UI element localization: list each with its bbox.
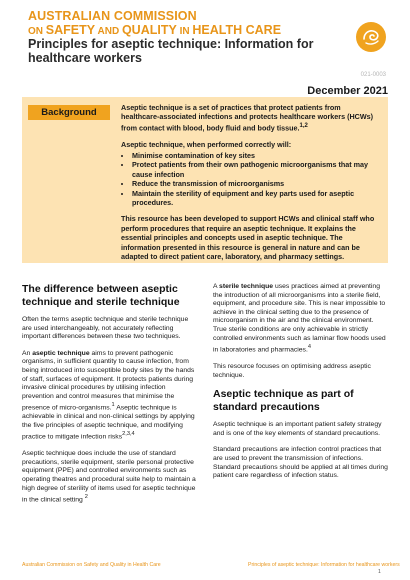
background-closing: This resource has been developed to support HCWs and clinical staff who perform procedures that require an aseptic technique. It explains the essential principles and concepts used in aseptic technique. The information presented in this resource is general in nature and can be adapted to direct patient care, laboratory, and pharmacy settings. <box>121 214 375 262</box>
background-list-lead: Aseptic technique, when performed correctly will: <box>121 139 292 149</box>
citation: 2 <box>84 494 88 501</box>
paragraph: Aseptic technique is an important patient safety strategy and is one of the key elements of standard precautions. <box>213 421 382 437</box>
background-content <box>121 103 379 268</box>
paragraph: Standard precautions are infection control practices that are used to prevent the transmission of infections. Standard precautions should be applied at all times during patient care regardless of infection status. <box>213 446 388 480</box>
background-bullets <box>121 151 379 207</box>
paragraph: This resource focuses on optimising address aseptic technique. <box>213 363 371 379</box>
citation: 1,2 <box>299 122 308 129</box>
background-intro-text: Aseptic technique is a set of practices that protect patients from healthcare-associated infections and protects healthcare workers (HCWs) from contact with blood, body fluid and body tissue. <box>121 103 374 133</box>
document-header <box>0 0 410 82</box>
brand-name-line1: AUSTRALIAN COMMISSION <box>28 9 197 23</box>
brand-on: ON <box>28 26 46 37</box>
background-intro <box>121 103 379 133</box>
document-code: 021-0003 <box>360 72 386 78</box>
text: A <box>213 283 220 290</box>
paragraph: Often the terms aseptic technique and sterile technique are used interchangeably, not accurately reflecting important differences between these two techniques. <box>22 316 189 341</box>
page-number: 1 <box>378 569 381 575</box>
commission-logo-icon <box>356 22 386 52</box>
bold-term: aseptic technique <box>32 349 90 357</box>
section-heading-standard-precautions: Aseptic technique as part of standard precautions <box>213 388 354 413</box>
brand-in: IN <box>176 26 193 37</box>
bold-term: sterile technique <box>219 283 274 290</box>
publication-date: December 2021 <box>307 85 388 97</box>
list-item: • Minimise contamination of key sites <box>132 151 379 160</box>
background-callout <box>22 97 388 263</box>
list-item: • Reduce the transmission of microorganisms <box>132 179 379 188</box>
section-heading-difference: The difference between aseptic technique and sterile technique <box>22 283 180 308</box>
list-item: • Protect patients from their own pathogenic microorganisms that may cause infection <box>132 160 379 179</box>
paragraph-aseptic-definition <box>22 350 197 442</box>
background-label: Background <box>28 105 110 120</box>
paragraph <box>22 450 197 505</box>
citation: 2,3,4 <box>122 431 135 438</box>
citation: 4 <box>307 344 311 351</box>
text: Aseptic technique is achievable in clinical and non-clinical settings by applying the five principles of aseptic technique, and modifying practice to mitigate infection risks <box>22 404 195 441</box>
citation: 1 <box>111 402 115 409</box>
right-column <box>213 283 388 489</box>
text: Aseptic technique does include the use of standard precautions, sterile equipment, sterile personal protective equipment (PPE) and controlled environments such as operating theatres and procedural suite help to maintain a high degree of sterility of items used for aseptic technique in the clinical setting <box>22 450 196 504</box>
paragraph-sterile-definition <box>213 283 388 355</box>
brand-health-care: HEALTH CARE <box>192 23 282 37</box>
brand-name-line2 <box>28 23 281 37</box>
brand-safety: SAFETY <box>45 23 96 37</box>
text: uses practices aimed at preventing the introduction of all microorganisms into a sterile field, equipment, and procedure site. This is near impossible to achieve in the clinical setting due to the presence of microorganism in the air and the clinical environment. True sterile conditions are only achievable in strictly controlled environments such as laminar flow hoods used in laboratories and pharmacies. <box>213 283 386 354</box>
list-item: • Maintain the sterility of equipment and key parts used for aseptic procedures. <box>132 189 379 208</box>
footer-organisation: Australian Commission on Safety and Quality in Health Care <box>22 562 161 568</box>
text: An <box>22 349 33 357</box>
document-title: Principles for aseptic technique: Information for healthcare workers <box>28 37 314 65</box>
brand-quality: QUALITY <box>121 23 177 37</box>
footer-document-title: Principles of aseptic technique: Information for healthcare workers <box>248 562 400 568</box>
text: aims to prevent pathogenic organisms, in sufficient quantity to cause infection, from being introduced into susceptible body sites by the hands of staff, surfaces of equipment. It protects patients during invasive clinical procedures by utilising infection prevention and control measures that minimise the presence of micro-organisms. <box>22 349 195 412</box>
left-column <box>22 283 197 513</box>
brand-and: AND <box>95 26 122 37</box>
